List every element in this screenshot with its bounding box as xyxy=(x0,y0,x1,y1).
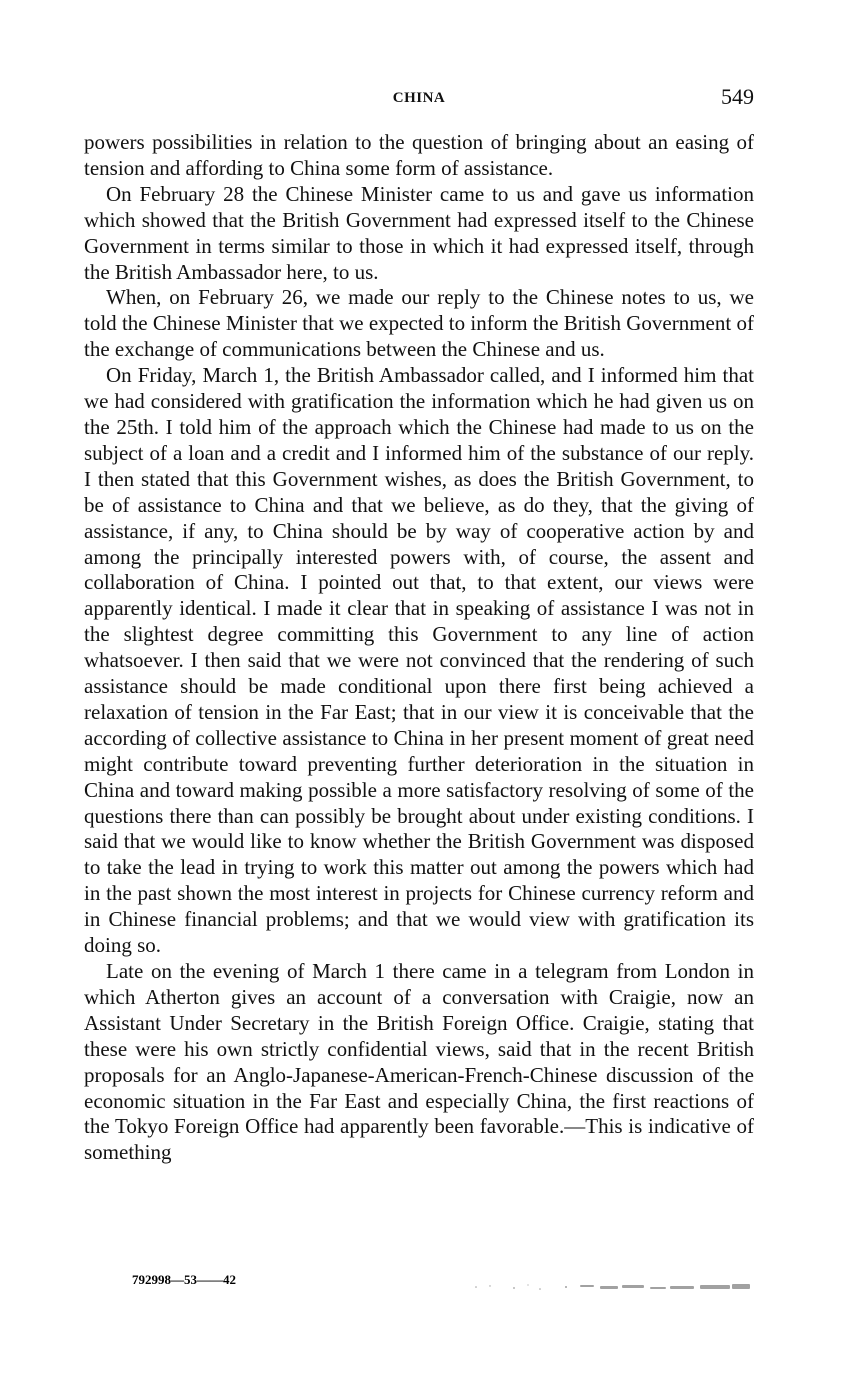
page-header xyxy=(84,84,754,114)
paragraph: Late on the evening of March 1 there came in a telegram from London in which Atherton gives an account of a conversation with Craigie, now an Assistant Under Secretary in the British Foreign Office. Craigie, stating that these were his own strictly confidential views, said that in the recent British proposals for an Anglo-Japanese-American-French-Chinese discussion of the economic situation in the Far East and especially China, the first reactions of the Tokyo Foreign Office had apparently been favorable.—This is indicative of something xyxy=(84,959,754,1165)
paragraph: On February 28 the Chinese Minister came to us and gave us information which showed that the British Government had expressed itself to the Chinese Government in terms similar to those in which it had expressed itself, through the British Ambassador here, to us. xyxy=(84,181,754,284)
document-page xyxy=(84,84,754,1166)
running-head: CHINA xyxy=(392,90,446,106)
paragraph: powers possibilities in relation to the question of bringing about an easing of tension and affording to China some form of assistance. xyxy=(84,130,754,180)
printing-smudge xyxy=(470,1279,754,1293)
page-number: 549 xyxy=(721,84,754,109)
body-text xyxy=(84,130,754,1166)
paragraph: On Friday, March 1, the British Ambassador called, and I informed him that we had considered with gratification the information which he had given us on the 25th. I told him of the approach which the Chinese had made to us on the subject of a loan and a credit and I informed him of the substance of our reply. I then stated that this Government wishes, as does the British Government, to be of assistance to China and that we believe, as do they, that the giving of assistance, if any, to China should be by way of cooperative action by and among the principally interested powers with, of course, the assent and collaboration of China. I pointed out that, to that extent, our views were apparently identical. I made it clear that in speaking of assistance I was not in the slightest degree committing this Government to any line of action whatsoever. I then said that we were not convinced that the rendering of such assistance should be made conditional upon there first being achieved a relaxation of tension in the Far East; that in our view it is conceivable that the according of collective assistance to China in her present moment of great need might contribute toward preventing further deterioration in the situation in China and toward making possible a more satisfactory resolving of some of the questions there than can possibly be brought about under existing conditions. I said that we would like to know whether the British Government was disposed to take the lead in trying to work this matter out among the powers which had in the past shown the most interest in projects for Chinese currency reform and in Chinese financial problems; and that we would view with gratification its doing so. xyxy=(84,363,754,958)
paragraph: When, on February 26, we made our reply to the Chinese notes to us, we told the Chinese Minister that we expected to inform the British Government of the exchange of communications between the Chinese and us. xyxy=(84,285,754,362)
print-code: 792998—53——42 xyxy=(132,1272,236,1287)
